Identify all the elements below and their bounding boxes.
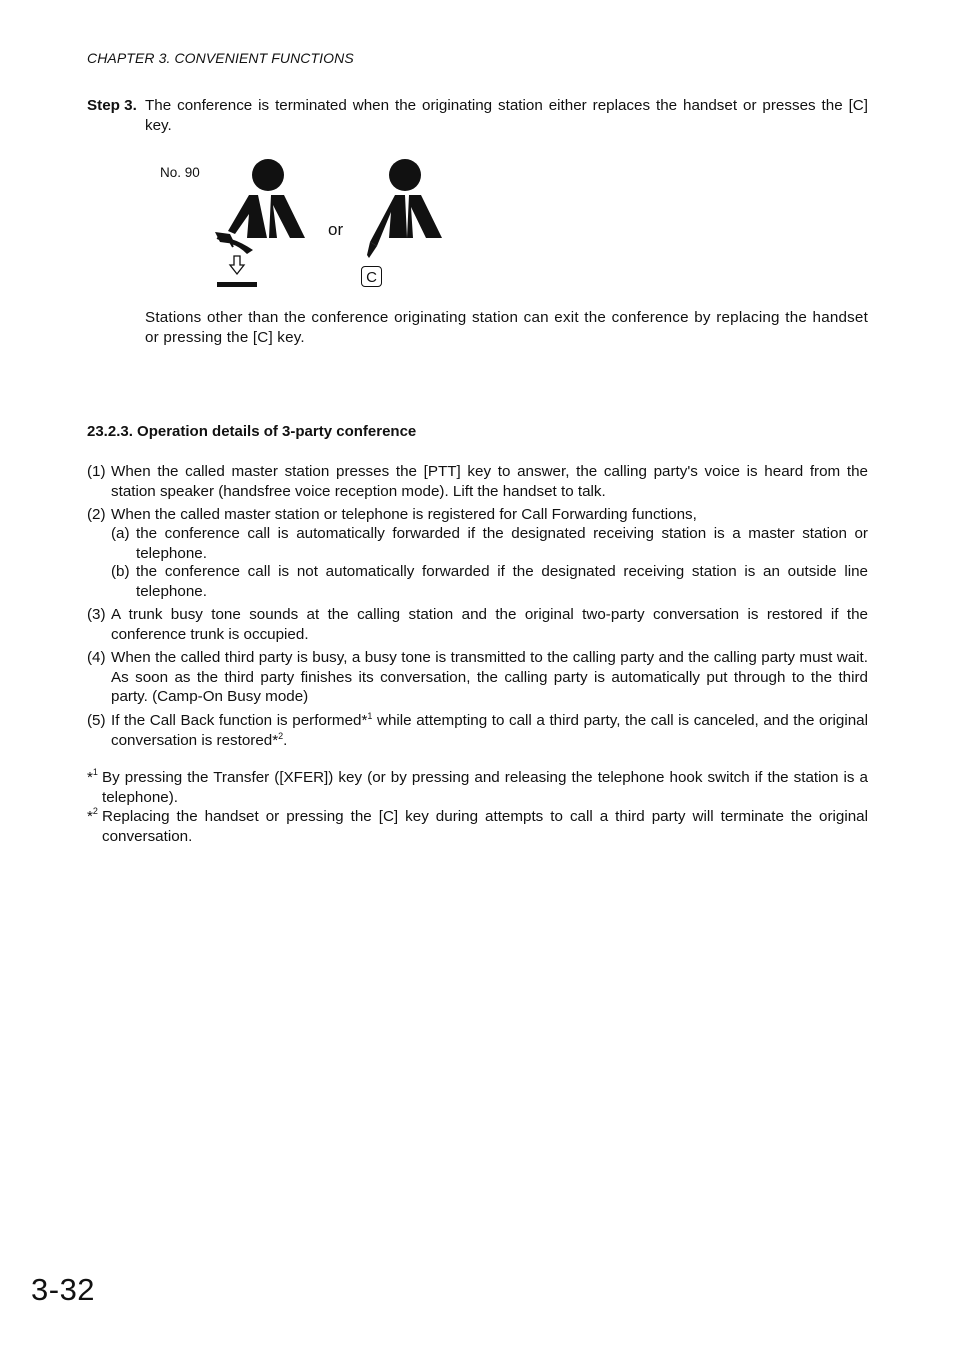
or-label: or bbox=[328, 220, 344, 239]
item-number: (4) bbox=[87, 649, 106, 666]
conference-termination-figure bbox=[155, 150, 455, 295]
footnote-mark bbox=[87, 768, 98, 788]
item-text bbox=[111, 711, 868, 750]
item-text-part: while attempting to call a third party, the call is canceled, and the original conversation is restored* bbox=[111, 712, 868, 749]
person-replacing-handset-icon bbox=[215, 159, 305, 254]
other-stations-text: Stations other than the conference originating station can exit the conference by replacing the handset or pressing the [C] key. bbox=[145, 309, 868, 346]
footnote-number: 1 bbox=[92, 766, 98, 777]
item-text-part: If the Call Back function is performed* bbox=[111, 712, 368, 729]
item-number: (3) bbox=[87, 606, 106, 623]
footnote-number: 2 bbox=[92, 805, 98, 816]
person-pressing-key-icon bbox=[367, 159, 442, 258]
footnote-mark bbox=[87, 807, 98, 827]
item-text: A trunk busy tone sounds at the calling station and the original two-party conversation is restored if the conference trunk is occupied. bbox=[111, 606, 868, 643]
footnote-text: By pressing the Transfer ([XFER]) key (or by pressing and releasing the telephone hook switch if the station is a telephone). bbox=[102, 769, 868, 806]
c-key-icon: C bbox=[361, 266, 382, 287]
item-text: When the called master station presses the [PTT] key to answer, the calling party's voice is heard from the station speaker (handsfree voice reception mode). Lift the handset to talk. bbox=[111, 463, 868, 500]
item-number: (1) bbox=[87, 463, 106, 480]
footnote-asterisk: * bbox=[87, 769, 93, 786]
item-number: (2) bbox=[87, 506, 106, 523]
footnote-ref: 2 bbox=[278, 730, 284, 741]
down-arrow-icon bbox=[230, 256, 244, 274]
chapter-header: CHAPTER 3. CONVENIENT FUNCTIONS bbox=[87, 50, 354, 66]
item-text: When the called master station or telephone is registered for Call Forwarding functions, bbox=[111, 506, 697, 523]
footnote-ref: 1 bbox=[367, 710, 373, 721]
item-number: (5) bbox=[87, 712, 106, 729]
sub-item-text: the conference call is automatically forwarded if the designated receiving station is a master station or telephone. bbox=[136, 525, 868, 562]
handset-base bbox=[217, 282, 257, 287]
figure-number: No. 90 bbox=[160, 165, 200, 180]
item-text: When the called third party is busy, a busy tone is transmitted to the calling party and the calling party must wait. As soon as the third party finishes its conversation, the calling party is automatically put through to the third party. (Camp-On Busy mode) bbox=[111, 649, 868, 705]
page-number: 3-32 bbox=[31, 1272, 96, 1307]
item-text-part: . bbox=[283, 731, 288, 749]
section-title: 23.2.3. Operation details of 3-party conference bbox=[87, 423, 417, 440]
footnote-asterisk: * bbox=[87, 808, 93, 825]
sub-item-text: the conference call is not automatically forwarded if the designated receiving station is an outside line telephone. bbox=[136, 563, 868, 600]
sub-item-label: (a) bbox=[111, 525, 130, 542]
sub-item-label: (b) bbox=[111, 563, 130, 580]
step-label: Step 3. bbox=[87, 97, 137, 114]
footnote-text: Replacing the handset or pressing the [C] key during attempts to call a third party will terminate the original conversation. bbox=[102, 808, 868, 845]
step-text: The conference is terminated when the originating station either replaces the handset or presses the [C] key. bbox=[145, 97, 868, 134]
